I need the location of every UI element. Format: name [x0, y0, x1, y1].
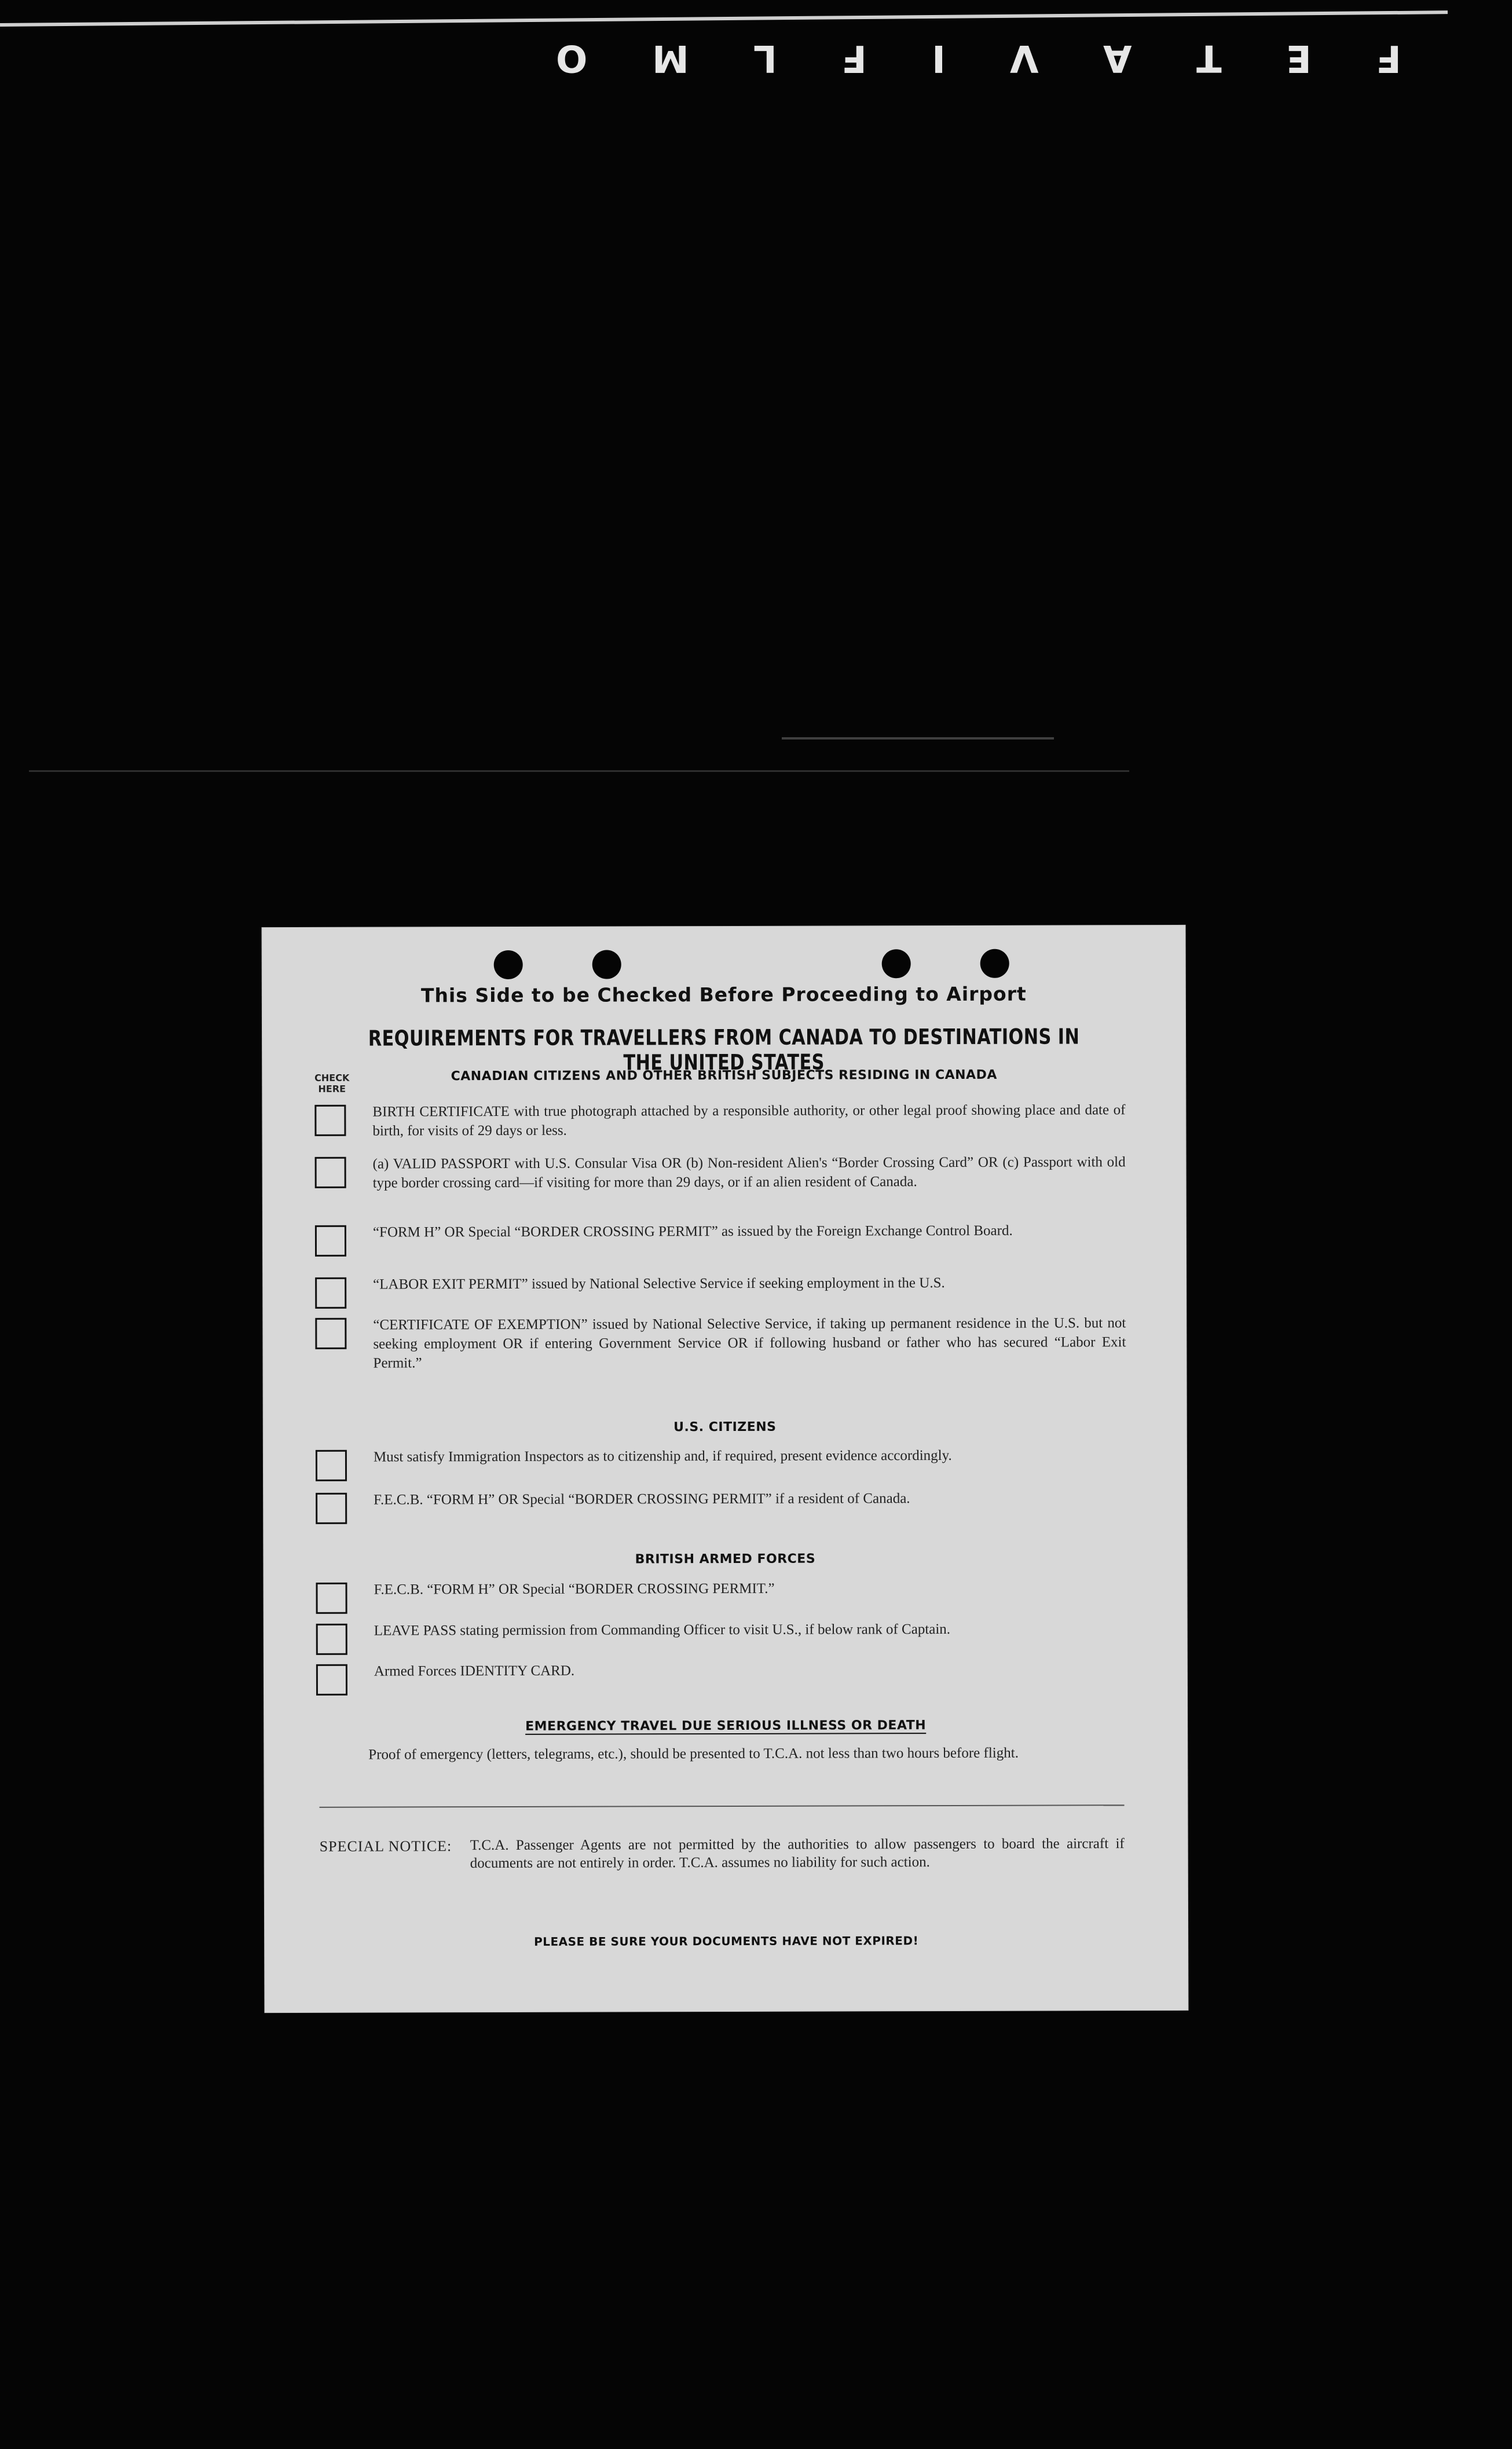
emergency-text: Proof of emergency (letters, telegrams, etc.), should be presented to T.C.A. not less than two hours before flight. [368, 1745, 1019, 1763]
punch-hole [592, 950, 621, 979]
check-box[interactable] [315, 1277, 346, 1309]
special-notice-text: T.C.A. Passenger Agents are not permitted by the authorities to allow passengers to board the aircraft if documents are not entirely in order. T.C.A. assumes no liability for such action. [470, 1836, 1125, 1872]
requirement-text: “FORM H” OR Special “BORDER CROSSING PERMIT” as issued by the Foreign Exchange Control Board. [372, 1222, 1013, 1240]
check-box[interactable] [315, 1157, 346, 1188]
section-heading-us-citizens: U.S. CITIZENS [673, 1419, 777, 1435]
punch-hole [882, 949, 911, 978]
requirement-item [315, 1313, 1126, 1371]
punch-hole [494, 950, 523, 979]
requirement-text: Must satisfy Immigration Inspectors as to citizenship and, if required, present evidence accordingly. [373, 1447, 952, 1465]
check-box[interactable] [315, 1225, 346, 1257]
film-mark: O [556, 36, 588, 79]
film-mark: V [1009, 36, 1039, 79]
check-here-label: CHECK HERE [314, 1072, 350, 1094]
film-mark: L [753, 36, 777, 79]
requirement-item [316, 1660, 1127, 1679]
expiry-warning: PLEASE BE SURE YOUR DOCUMENTS HAVE NOT EXPIRED! [534, 1934, 919, 1949]
requirement-text: LEAVE PASS stating permission from Commanding Officer to visit U.S., if below rank of Captain. [374, 1621, 951, 1639]
emergency-heading: EMERGENCY TRAVEL DUE SERIOUS ILLNESS OR DEATH [525, 1718, 927, 1734]
film-scratch [782, 737, 1054, 740]
film-mark: F [1376, 36, 1401, 79]
requirement-item [315, 1273, 1126, 1293]
section-heading-british-armed-forces: BRITISH ARMED FORCES [635, 1551, 816, 1567]
requirement-text: (a) VALID PASSPORT with U.S. Consular Visa OR (b) Non-resident Alien's “Border Crossing Card” OR (c) Passport with old type border crossing card—if visiting for more than 29 days, or if an alien resident of Canada. [372, 1154, 1126, 1191]
requirement-item [314, 1100, 1126, 1139]
film-edge-marks [556, 32, 1401, 84]
requirement-item [316, 1578, 1127, 1598]
check-box[interactable] [316, 1624, 347, 1655]
requirement-item [315, 1152, 1126, 1191]
film-mark: F [841, 36, 867, 79]
check-box[interactable] [316, 1583, 347, 1614]
film-scratch [29, 770, 1129, 772]
check-box[interactable] [315, 1318, 346, 1349]
check-box[interactable] [316, 1450, 347, 1481]
requirement-text: Armed Forces IDENTITY CARD. [374, 1663, 575, 1679]
side-title: This Side to be Checked Before Proceeding to Airport [420, 982, 1027, 1007]
check-box[interactable] [316, 1493, 347, 1524]
film-mark: E [1286, 36, 1312, 79]
requirement-item [315, 1221, 1126, 1240]
film-mark: A [1103, 36, 1132, 79]
film-mark: I [931, 36, 946, 79]
requirement-text: BIRTH CERTIFICATE with true photograph attached by a responsible authority, or other legal proof showing place and date of birth, for visits of 29 days or less. [372, 1102, 1126, 1139]
requirement-text: F.E.C.B. “FORM H” OR Special “BORDER CROSSING PERMIT.” [374, 1580, 775, 1598]
film-mark: T [1196, 36, 1222, 79]
main-title: REQUIREMENTS FOR TRAVELLERS FROM CANADA TO DESTINATIONS IN THE UNITED STATES [368, 1024, 1080, 1075]
requirement-text: F.E.C.B. “FORM H” OR Special “BORDER CROSSING PERMIT” if a resident of Canada. [374, 1491, 910, 1508]
requirement-text: “LABOR EXIT PERMIT” issued by National Selective Service if seeking employment in the U.S. [373, 1275, 945, 1293]
film-edge-line [0, 10, 1448, 27]
document-sheet [262, 925, 1188, 2012]
requirement-item [316, 1619, 1127, 1639]
requirement-text: “CERTIFICATE OF EXEMPTION” issued by National Selective Service, if taking up permanent residence in the U.S. but not seeking employment OR if entering Government Service OR if following husband or father who has secured “Labor Exit Permit.” [373, 1315, 1126, 1371]
section-heading-canadian: CANADIAN CITIZENS AND OTHER BRITISH SUBJECTS RESIDING IN CANADA [451, 1067, 997, 1084]
punch-hole [980, 949, 1009, 978]
special-notice-label: SPECIAL NOTICE: [319, 1837, 452, 1855]
requirement-item [316, 1445, 1126, 1465]
check-box[interactable] [316, 1664, 347, 1696]
requirement-item [316, 1488, 1126, 1508]
divider [320, 1804, 1125, 1808]
check-box[interactable] [314, 1105, 346, 1136]
film-mark: M [651, 36, 689, 79]
